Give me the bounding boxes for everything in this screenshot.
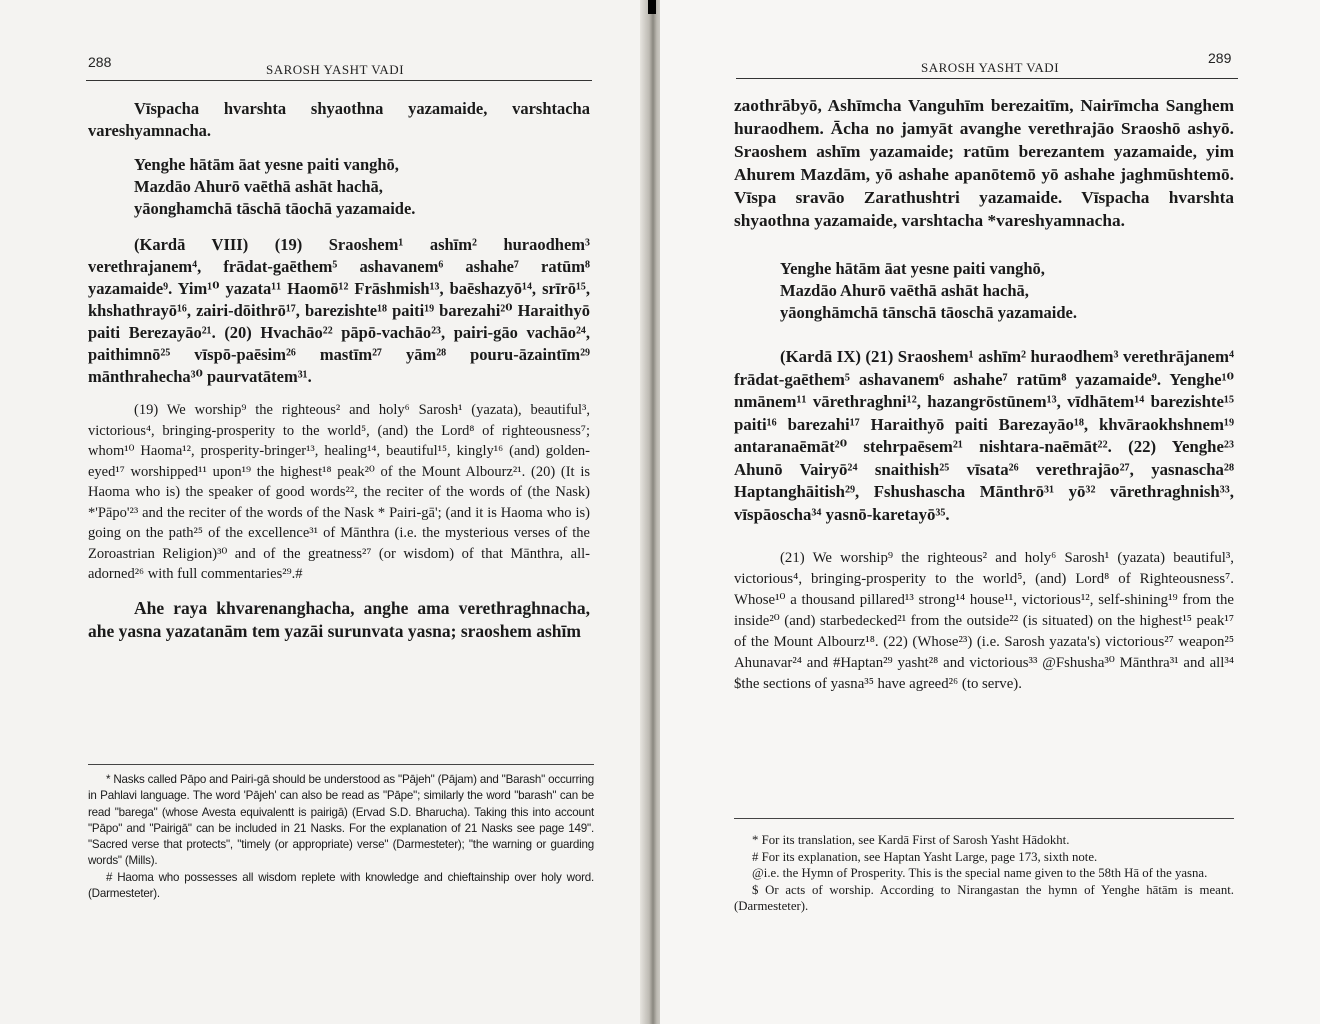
verse-line: Mazdāo Ahurō vaēthā ashāt hachā, xyxy=(780,281,1029,300)
right-footnotes xyxy=(734,818,1234,915)
left-page xyxy=(0,0,648,1024)
verse-line: Yenghe hātām āat yesne paiti vanghō, xyxy=(134,155,399,174)
karda-ix-text: (Kardā IX) (21) Sraoshem¹ ashīm² huraodhem³ verethrājanem⁴ frādat-gaēthem⁵ ashavanem⁶ ashahe⁷ ratūm⁸ yazamaide⁹. Yenghe¹⁰ nmānem¹¹ vārethraghni¹², hazangrōstūnem¹³, vīdhātem¹⁴ barezishte¹⁵ paiti¹⁶ barezahi¹⁷ Haraithyō paiti Barezayāo¹⁸, khvāraokhshnem¹⁹ antaranaēmāt²⁰ stehrpaēsem²¹ nishtara-naēmāt²². (22) Yenghe²³ Ahunō Vairyō²⁴ snaithish²⁵ vīsata²⁶ verethrajāo²⁷, yasnascha²⁸ Haptanghāitish²⁹, Fshushascha Mānthrō³¹ yō³² vārethraghnish³³, vīspāoscha³⁴ yasnō-karetayō³⁵. xyxy=(734,347,1234,524)
opening-lines: Vīspacha hvarshta shyaothna yazamaide, varshtacha vareshyamnacha. xyxy=(88,99,590,140)
running-head-title: SAROSH YASHT VADI xyxy=(920,60,1060,75)
opening-text: zaothrābyō, Ashīmcha Vanguhīm berezaitīm, Nairīmcha Sanghem huraodhem. Ācha no jamyāt avanghe verethrajāo Sraoshō ashyō. Sraoshem ashīm yazamaide; ratūm berezantem yazamaide, yim Ahurem Mazdām, yō ashahe apanōtemō yō ashahe jaghmūshtemō. Vīspa sravāo Zarathushtri yazamaide. Vīspacha hvarshta shyaothna yazamaide, varshtacha *vareshyamnacha. xyxy=(734,96,1234,230)
page-number: 288 xyxy=(88,54,112,70)
right-page xyxy=(660,0,1320,1024)
translation-paragraph: (21) We worship⁹ the righteous² and holy⁶ Sarosh¹ (yazata) beautiful³, victorious⁴, bringing-prosperity to the world⁵, (and) Lord⁸ of Righteousness⁷. Whose¹⁰ a thousand pillared¹³ strong¹⁴ house¹¹, victorious¹², self-shining¹⁹ from the inside²⁰ (and) starbedecked²¹ from the outside²² (is situated) on the highest¹⁵ peak¹⁷ of the Mount Albourz¹⁸. (22) (Whose²³) (i.e. Sarosh yazata's) victorious²⁷ weapon²⁵ Ahunavar²⁴ and #Haptan²⁹ yasht²⁸ and victorious³³ @Fshusha³⁰ Mānthra³¹ and all³⁴ $the sections of yasna³⁵ have agreed²⁶ (to serve). xyxy=(734,550,1234,692)
running-head xyxy=(0,50,648,80)
running-head-title: SAROSH YASHT VADI xyxy=(265,62,405,77)
verse-block xyxy=(780,258,1234,324)
left-page-body xyxy=(88,98,590,643)
binding-mark xyxy=(648,0,656,14)
verse-line: Yenghe hātām āat yesne paiti vanghō, xyxy=(780,259,1045,278)
footnote: @i.e. the Hymn of Prosperity. This is the special name given to the 58th Hā of the yasna. xyxy=(752,866,1208,881)
translation-paragraph: (19) We worship⁹ the righteous² and holy⁶ Sarosh¹ (yazata), beautiful³, victorious⁴, bringing-prosperity to the world⁵, (and) the Lord⁸ of righteousness⁷; whom¹⁰ Haoma¹², prosperity-bringer¹³, healing¹⁴, beautiful¹⁵, kingly¹⁶ (and) golden-eyed¹⁷ worshipped¹¹ upon¹⁹ the highest¹⁸ peak²⁰ of the Mount Albourz²¹. (20) (It is Haoma who is) the speaker of good words²², the reciter of the words of (the Nask) *'Pāpo'²³ and the reciter of the words of the Nask * Pairi-gā'; (and it is Haoma who is) going on the path²⁵ of the excellence³¹ of Mānthra (i.e. the mysterious verses of the Zoroastrian Religion)³⁰ and of the greatness²⁷ (or wisdom) of that Mānthra, all-adorned²⁶ with full commentaries²⁹.# xyxy=(88,402,590,582)
karda-viii-text: (Kardā VIII) (19) Sraoshem¹ ashīm² huraodhem³ verethrajanem⁴, frādat-gaēthem⁵ ashavanem⁶ ashahe⁷ ratūm⁸ yazamaide⁹. Yim¹⁰ yazata¹¹ Haomō¹² Frāshmish¹³, baēshazyō¹⁴, srīrō¹⁵, khshathrayō¹⁶, zairi-dōithrō¹⁷, barezishte¹⁸ paiti¹⁹ barezahi²⁰ Haraithyō paiti Berezayāo²¹. (20) Hvachāo²² pāpō-vachāo²³, pairi-gāo vachāo²⁴, paithimnō²⁵ vīspō-paēsim²⁶ mastīm²⁷ yām²⁸ pouru-āzaintīm²⁹ mānthrahecha³⁰ paurvatātem³¹. xyxy=(88,235,590,386)
footnote: $ Or acts of worship. According to Nirangastan the hymn of Yenghe hātām is meant. (Darmesteter). xyxy=(734,882,1234,914)
footnote: * Nasks called Pāpo and Pairi-gā should be understood as "Pājeh" (Pājam) and "Barash" occurring in Pahlavi language. The word 'Pājeh' can also be read as "Pāpe"; similarly the word "barash" can be read "barega" (whose Avesta equivalentt is pairigā) (Ervad S.D. Bharucha). Taking this into account "Pāpo" and "Pairigā" can be included in 21 Nasks. For the explanation of 21 Nasks see page 149". "Sacred verse that protects", "timely (or appropriate) verse" (Darmesteter); "the warning or guarding words" (Mills). xyxy=(88,773,594,868)
running-head xyxy=(660,50,1320,80)
header-rule xyxy=(86,80,592,81)
footnote: * For its translation, see Kardā First of Sarosh Yasht Hādokht. xyxy=(752,833,1070,847)
footnote-rule xyxy=(88,764,594,765)
verse-block xyxy=(134,154,590,220)
closing-text: Ahe raya khvarenanghacha, anghe ama verethraghnacha, ahe yasna yazatanām tem yazāi surunvata yasna; sraoshem ashīm xyxy=(88,597,590,641)
right-page-body xyxy=(734,94,1234,695)
footnote-rule xyxy=(734,818,1234,819)
page-number: 289 xyxy=(1208,50,1232,66)
header-rule xyxy=(736,78,1238,79)
left-footnotes xyxy=(88,764,594,902)
footnote: # For its explanation, see Haptan Yasht Large, page 173, sixth note. xyxy=(752,849,1098,864)
verse-line: yāonghamchā tāschā tāochā yazamaide. xyxy=(134,199,416,218)
verse-line: yāonghāmchā tānschā tāoschā yazamaide. xyxy=(780,303,1078,322)
verse-line: Mazdāo Ahurō vaēthā ashāt hachā, xyxy=(134,177,383,196)
footnote: # Haoma who possesses all wisdom replete with knowledge and chieftainship over holy word. (Darmesteter). xyxy=(88,870,594,901)
